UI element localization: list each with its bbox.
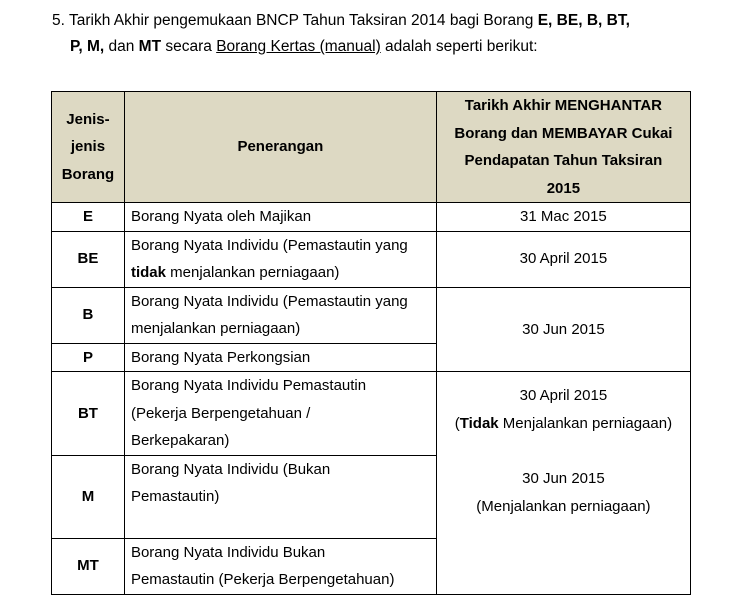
header-row bbox=[52, 92, 691, 203]
desc-line: Borang Nyata Individu (Pemastautin yang bbox=[130, 236, 408, 254]
header-deadline-line: Borang dan MEMBAYAR Cukai bbox=[454, 124, 673, 142]
form-code: BE bbox=[52, 231, 125, 287]
form-description bbox=[124, 231, 436, 287]
note-rest: Menjalankan perniagaan) bbox=[498, 414, 673, 432]
desc-line: Borang Nyata Individu Pemastautin bbox=[130, 377, 367, 394]
header-deadline-line: 2015 bbox=[546, 179, 581, 197]
desc-line: Borang Nyata Individu (Pemastautin yang bbox=[130, 292, 408, 310]
header-form-type bbox=[52, 92, 125, 203]
forms-b: P, M, bbox=[70, 38, 105, 55]
desc-line: Pemastautin (Pekerja Berpengetahuan) bbox=[130, 571, 395, 588]
deadline-table bbox=[51, 91, 691, 595]
header-description: Penerangan bbox=[124, 92, 436, 203]
forms-c: MT bbox=[138, 38, 162, 55]
deadline-date: 30 Jun 2015 bbox=[522, 470, 605, 487]
desc-line: Borang Nyata Individu (Bukan bbox=[130, 460, 331, 478]
form-description: Borang Nyata oleh Majikan bbox=[124, 203, 436, 232]
desc-line: (Pekerja Berpengetahuan / bbox=[130, 404, 311, 422]
form-code: M bbox=[52, 455, 125, 538]
intro-text-a: Tarikh Akhir pengemukaan BNCP Tahun Taksiran 2014 bagi Borang bbox=[68, 12, 538, 29]
desc-line bbox=[131, 259, 430, 287]
form-code: E bbox=[52, 203, 125, 232]
desc-line: Berkepakaran) bbox=[130, 432, 230, 449]
form-code: P bbox=[52, 343, 125, 372]
table-row bbox=[52, 287, 691, 343]
intro-text-d: adalah seperti berikut: bbox=[380, 38, 538, 55]
header-deadline bbox=[436, 92, 690, 203]
header-form-type-line: Jenis- bbox=[66, 110, 110, 128]
form-code: MT bbox=[52, 538, 125, 594]
table-row bbox=[52, 372, 691, 456]
deadline-date: 31 Mac 2015 bbox=[436, 203, 690, 232]
deadline-note bbox=[443, 410, 684, 438]
intro-line-2 bbox=[52, 34, 712, 60]
table-row bbox=[52, 231, 691, 287]
deadline-group bbox=[436, 372, 690, 595]
note-paren: ( bbox=[454, 414, 460, 432]
form-code: BT bbox=[52, 372, 125, 456]
form-description bbox=[124, 287, 436, 343]
desc-line: menjalankan perniagaan) bbox=[130, 320, 301, 337]
header-form-type-line: jenis bbox=[70, 138, 106, 156]
desc-line: Borang Nyata Individu Bukan bbox=[130, 543, 326, 561]
desc-line: Pemastautin) bbox=[130, 488, 220, 505]
header-deadline-line: Tarikh Akhir MENGHANTAR bbox=[464, 97, 663, 114]
note-bold: Tidak bbox=[459, 414, 499, 432]
form-description: Borang Nyata Perkongsian bbox=[124, 343, 436, 372]
form-description bbox=[124, 455, 436, 538]
spacer bbox=[443, 437, 684, 465]
table-row bbox=[52, 203, 691, 232]
deadline-date: 30 April 2015 bbox=[436, 231, 690, 287]
item-number: 5. bbox=[52, 12, 65, 29]
intro-text-b: dan bbox=[104, 38, 139, 55]
intro-paragraph bbox=[52, 8, 712, 60]
header-deadline-line: Pendapatan Tahun Taksiran bbox=[464, 152, 663, 169]
manual-form-link: Borang Kertas (manual) bbox=[216, 38, 381, 55]
header-form-type-line: Borang bbox=[61, 165, 115, 183]
form-description bbox=[124, 538, 436, 594]
desc-bold: tidak bbox=[130, 264, 166, 281]
forms-a: E, BE, B, BT, bbox=[537, 12, 630, 29]
form-description bbox=[124, 372, 436, 456]
intro-text-c: secara bbox=[161, 38, 217, 55]
deadline-date: 30 April 2015 bbox=[519, 387, 608, 404]
deadline-note: (Menjalankan perniagaan) bbox=[476, 497, 651, 515]
form-code: B bbox=[52, 287, 125, 343]
deadline-date: 30 Jun 2015 bbox=[436, 287, 690, 372]
desc-rest: menjalankan perniagaan) bbox=[165, 264, 340, 281]
